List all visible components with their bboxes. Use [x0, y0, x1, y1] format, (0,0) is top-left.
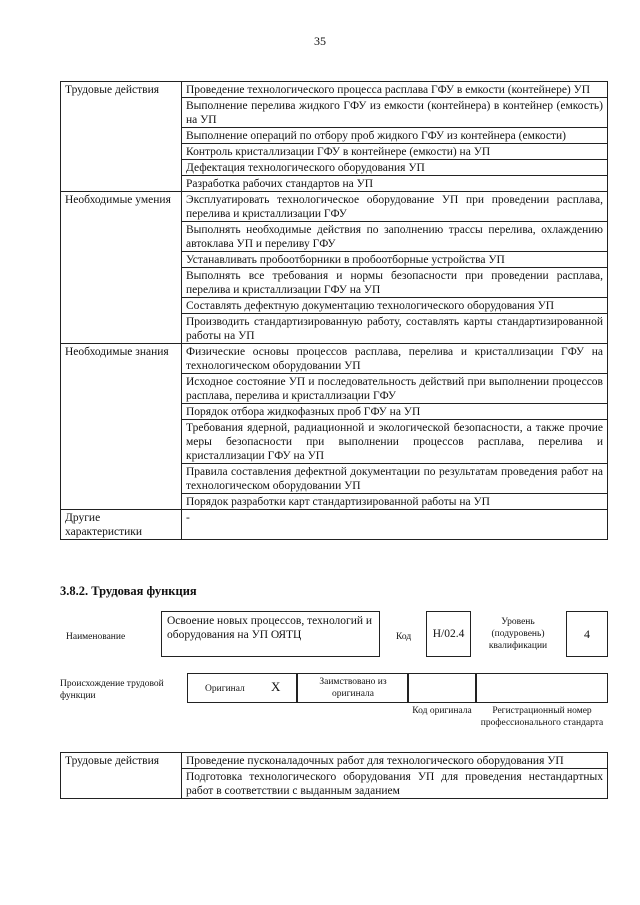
list-item: Выполнять необходимые действия по заполнению трассы перелива, охлаждению автоклава УП и переливу ГФУ — [182, 222, 608, 252]
list-item: Дефектация технологического оборудования УП — [182, 160, 608, 176]
code-value: Н/02.4 — [432, 628, 465, 640]
name-label: Наименование — [66, 632, 126, 642]
list-item: Выполнение перелива жидкого ГФУ из емкости (контейнера) в контейнер (емкость) на УП — [182, 98, 608, 128]
list-item: Правила составления дефектной документации по результатам проведения работ на технологическом оборудовании УП — [182, 464, 608, 494]
level-box — [566, 611, 608, 657]
table-row — [61, 753, 608, 769]
level-value: 4 — [584, 626, 590, 641]
function-name-value: Освоение новых процессов, технологий и оборудования на УП ОЯТЦ — [167, 615, 373, 641]
list-item: Производить стандартизированную работу, составлять карты стандартизированной работы на УП — [182, 314, 608, 344]
borrowed-label: Заимствовано из оригинала — [319, 677, 387, 699]
table-row — [61, 510, 608, 540]
list-item: Проведение технологического процесса расплава ГФУ в емкости (контейнере) УП — [182, 82, 608, 98]
code-label: Код — [396, 632, 412, 642]
labor-actions-table — [60, 752, 608, 799]
list-item: Исходное состояние УП и последовательность действий при выполнении процессов расплава, перелива и кристаллизации ГФУ — [182, 374, 608, 404]
row-label-required-skills: Необходимые умения — [61, 192, 182, 344]
reg-number-caption: Регистрационный номер профессионального стандарта — [480, 706, 604, 728]
code-original-caption: Код оригинала — [412, 706, 472, 716]
row-label-labor-actions: Трудовые действия — [61, 753, 182, 799]
row-label-labor-actions: Трудовые действия — [61, 82, 182, 192]
labor-function-table — [60, 81, 608, 540]
code-box — [426, 611, 471, 657]
row-label-required-knowledge: Необходимые знания — [61, 344, 182, 510]
page-number: 35 — [314, 34, 326, 48]
original-label: Оригинал — [205, 684, 245, 694]
reg-number-box — [476, 673, 608, 703]
list-item: Порядок разработки карт стандартизированной работы на УП — [182, 494, 608, 510]
code-original-box — [408, 673, 476, 703]
row-label-other-characteristics: Другие характеристики — [61, 510, 182, 540]
table-row — [61, 192, 608, 222]
table-row — [61, 82, 608, 98]
list-item: Выполнять все требования и нормы безопасности при проведении расплава, перелива и кристаллизации ГФУ на УП — [182, 268, 608, 298]
function-name-box — [161, 611, 380, 657]
table-row — [61, 344, 608, 374]
list-item: Подготовка технологического оборудования УП для проведения нестандартных работ в соответствии с выданным заданием — [182, 769, 608, 799]
list-item: Порядок отбора жидкофазных проб ГФУ на УП — [182, 404, 608, 420]
list-item: Выполнение операций по отбору проб жидкого ГФУ из контейнера (емкости) — [182, 128, 608, 144]
list-item: Требования ядерной, радиационной и экологической безопасности, а также прочие меры безопасности при выполнении процессов расплава, перелива и кристаллизации ГФУ на УП — [182, 420, 608, 464]
list-item: Устанавливать пробоотборники в пробоотборные устройства УП — [182, 252, 608, 268]
list-item: Физические основы процессов расплава, перелива и кристаллизации ГФУ на технологическом оборудовании УП — [182, 344, 608, 374]
list-item: Эксплуатировать технологическое оборудование УП при проведении расплава, перелива и кристаллизации ГФУ — [182, 192, 608, 222]
original-mark: X — [271, 679, 281, 694]
list-item: Контроль кристаллизации ГФУ в контейнере (емкости) на УП — [182, 144, 608, 160]
list-item: Проведение пусконаладочных работ для технологического оборудования УП — [182, 753, 608, 769]
list-item: Разработка рабочих стандартов на УП — [182, 176, 608, 192]
origin-label: Происхождение трудовой функции — [60, 679, 164, 701]
section-heading: 3.8.2. Трудовая функция — [60, 584, 197, 598]
level-label: Уровень (подуровень) квалификации — [488, 617, 548, 651]
list-item: - — [182, 510, 608, 540]
list-item: Составлять дефектную документацию технологического оборудования УП — [182, 298, 608, 314]
